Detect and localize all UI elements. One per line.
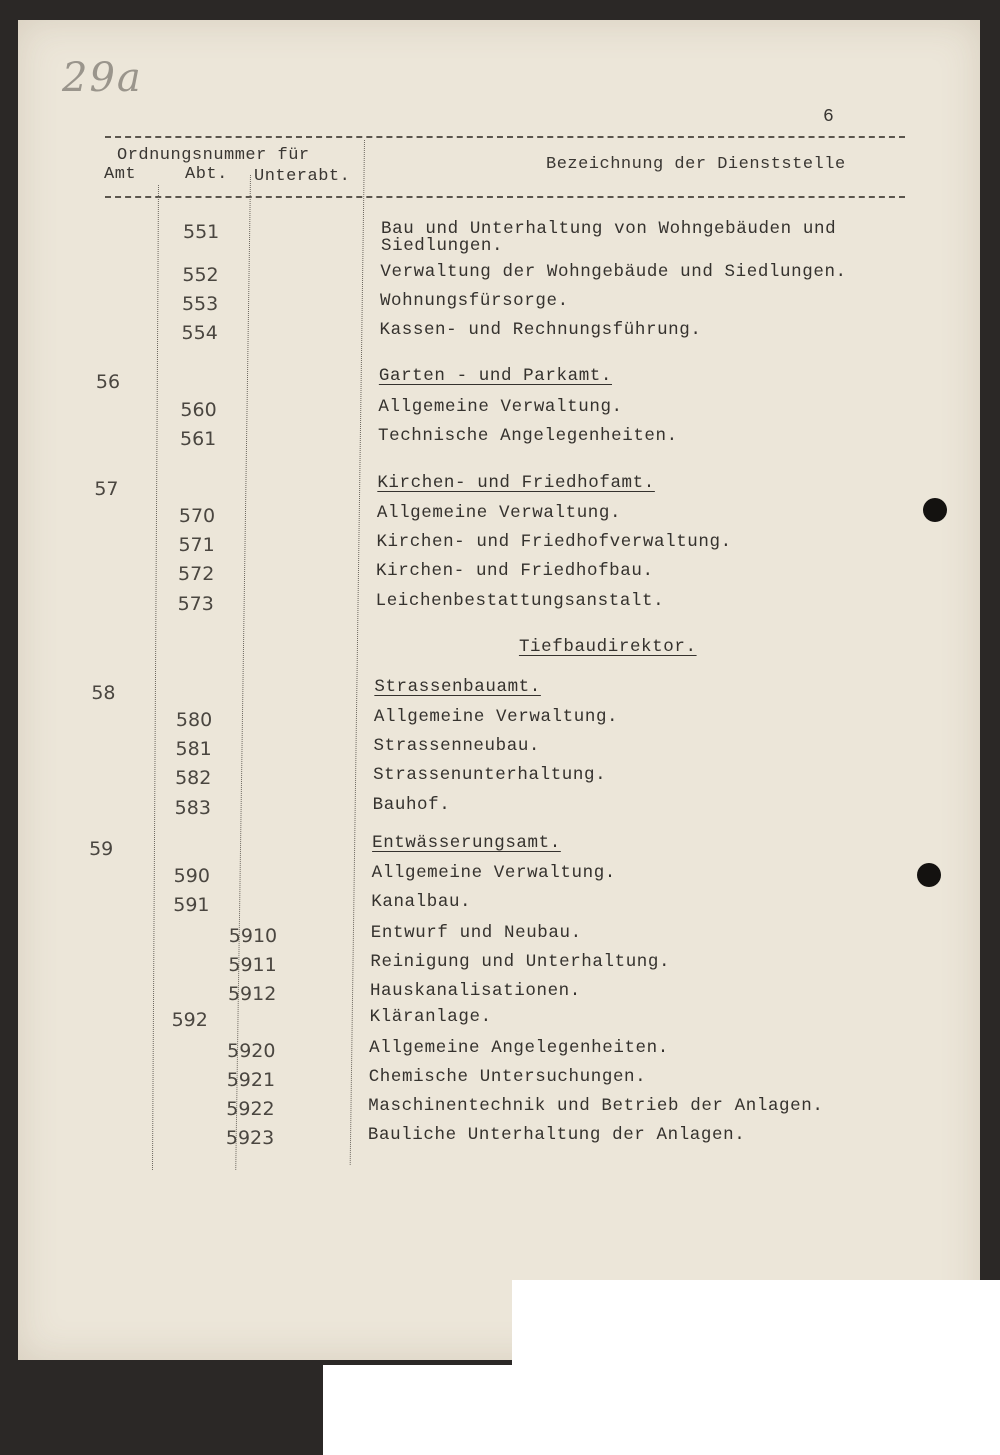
unterabt-number: 5923: [225, 1127, 275, 1149]
dienststelle-label: Kanalbau.: [371, 892, 472, 912]
amt-number: 59: [89, 838, 114, 860]
abt-number: 590: [173, 865, 210, 887]
abt-number: 580: [175, 709, 213, 731]
dienststelle-label: Bauliche Unterhaltung der Anlagen.: [367, 1125, 746, 1145]
section-heading: Kirchen- und Friedhofamt.: [377, 473, 655, 493]
dienststelle-label: Bau und Unterhaltung von Wohngebäuden und: [381, 219, 837, 239]
dienststelle-label: Leichenbestattungsanstalt.: [375, 591, 665, 611]
abt-number: 551: [183, 221, 220, 243]
header-amt: Amt: [104, 165, 137, 184]
header-bottom-rule: [105, 196, 905, 198]
dienststelle-label: Entwurf und Neubau.: [370, 923, 582, 943]
abt-number: 571: [178, 534, 215, 556]
section-heading: Garten - und Parkamt.: [378, 366, 612, 386]
dienststelle-label: Strassenunterhaltung.: [373, 765, 607, 785]
unterabt-number: 5920: [227, 1040, 276, 1062]
header-bezeichnung: Bezeichnung der Dienststelle: [546, 155, 846, 174]
dienststelle-label: Technische Angelegenheiten.: [377, 426, 678, 446]
amt-number: 57: [94, 478, 119, 500]
handwritten-note: 29a: [62, 55, 143, 101]
blank-area: [323, 1365, 513, 1455]
dienststelle-label: Verwaltung der Wohngebäude und Siedlungen.: [380, 262, 847, 282]
dienststelle-label: Allgemeine Verwaltung.: [376, 503, 622, 523]
amt-number: 58: [91, 682, 116, 704]
header-ordnungsnummer: Ordnungsnummer für: [117, 146, 310, 165]
dienststelle-label: Kirchen- und Friedhofverwaltung.: [376, 532, 732, 552]
abt-number: 552: [182, 264, 219, 286]
header-top-rule: [105, 136, 905, 138]
dienststelle-label-continued: Siedlungen.: [381, 236, 504, 256]
abt-number: 553: [181, 293, 219, 315]
dienststelle-label: Wohnungsfürsorge.: [379, 291, 569, 311]
page-number: 6: [823, 107, 834, 127]
dienststelle-label: Maschinentechnik und Betrieb der Anlagen.: [368, 1096, 824, 1116]
unterabt-number: 5922: [226, 1098, 275, 1120]
unterabt-number: 5912: [227, 983, 277, 1005]
unterabt-number: 5910: [228, 925, 278, 947]
abt-number: 592: [171, 1009, 208, 1031]
punch-hole: [923, 498, 947, 522]
dienststelle-label: Reinigung und Unterhaltung.: [370, 952, 671, 972]
dienststelle-label: Kassen- und Rechnungsführung.: [379, 320, 702, 340]
header-abt: Abt.: [185, 165, 228, 184]
dienststelle-label: Strassenneubau.: [373, 736, 541, 756]
dienststelle-label: Allgemeine Angelegenheiten.: [369, 1038, 669, 1058]
section-heading: Strassenbauamt.: [374, 677, 541, 697]
dienststelle-label: Bauhof.: [372, 795, 451, 815]
dienststelle-label: Allgemeine Verwaltung.: [373, 707, 619, 727]
abt-number: 570: [178, 505, 216, 527]
section-heading: Tiefbaudirektor.: [518, 637, 697, 657]
dienststelle-label: Allgemeine Verwaltung.: [378, 397, 623, 417]
punch-hole: [917, 863, 941, 887]
unterabt-number: 5911: [228, 954, 277, 976]
blank-area: [512, 1280, 1000, 1455]
abt-number: 573: [177, 593, 214, 615]
abt-number: 582: [175, 767, 212, 789]
header-unterabt: Unterabt.: [254, 167, 351, 186]
abt-number: 560: [180, 399, 217, 421]
abt-number: 581: [175, 738, 212, 760]
dienststelle-label: Kirchen- und Friedhofbau.: [376, 561, 654, 581]
section-heading: Entwässerungsamt.: [372, 833, 561, 853]
unterabt-number: 5921: [226, 1069, 276, 1091]
abt-number: 591: [173, 894, 210, 916]
dienststelle-label: Allgemeine Verwaltung.: [371, 863, 616, 883]
amt-number: 56: [95, 371, 121, 393]
abt-number: 572: [178, 563, 215, 585]
dienststelle-label: Hauskanalisationen.: [369, 981, 581, 1001]
abt-number: 561: [179, 428, 217, 450]
dienststelle-label: Chemische Untersuchungen.: [368, 1067, 647, 1087]
dienststelle-label: Kläranlage.: [369, 1007, 492, 1027]
abt-number: 583: [174, 797, 211, 819]
abt-number: 554: [181, 322, 218, 344]
